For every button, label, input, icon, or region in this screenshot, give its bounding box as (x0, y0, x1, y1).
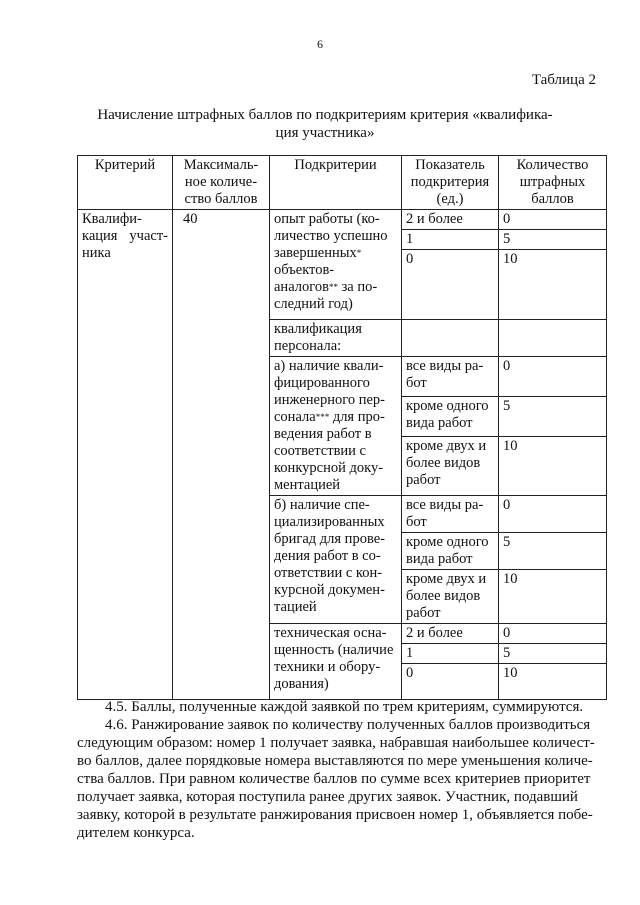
table-label: Таблица 2 (531, 72, 596, 88)
penalty-cell: 5 (499, 397, 607, 437)
indicator-cell: все виды ра- бот (402, 496, 499, 533)
header-subcriteria: Подкритерии (270, 156, 402, 210)
max-points-cell: 40 (173, 210, 270, 700)
indicator-cell: кроме одного вида работ (402, 397, 499, 437)
penalty-cell: 10 (499, 570, 607, 624)
penalty-cell: 10 (499, 664, 607, 700)
subcriterion-equipment: техническая осна- щенность (наличие техники и обору- дования) (270, 624, 402, 700)
indicator-cell: 0 (402, 250, 499, 320)
subcriterion-brigades: б) наличие спе- циализированных бригад для прове- дения работ в со- ответствии с кон- курсной докумен- тацией (270, 496, 402, 624)
paragraph-4-5: 4.5. Баллы, полученные каждой заявкой по трем критериям, суммируются. (105, 699, 584, 715)
header-criterion: Критерий (78, 156, 173, 210)
header-max-points: Максималь- ное количе- ство баллов (173, 156, 270, 210)
page-number: 6 (317, 37, 323, 51)
caption-line: ция участника» (275, 125, 375, 141)
indicator-cell: 1 (402, 644, 499, 664)
indicator-cell (402, 320, 499, 357)
indicator-cell: 1 (402, 230, 499, 250)
penalty-table (77, 155, 607, 700)
header-penalty: Количество штрафных баллов (499, 156, 607, 210)
penalty-cell: 0 (499, 210, 607, 230)
penalty-cell: 5 (499, 644, 607, 664)
table-row (78, 210, 607, 230)
penalty-cell: 5 (499, 230, 607, 250)
penalty-cell: 0 (499, 624, 607, 644)
penalty-cell: 10 (499, 250, 607, 320)
penalty-cell: 10 (499, 437, 607, 496)
subcriterion-engineers: а) наличие квали- фицированного инженерного пер- сонала*** для про- ведения работ в соответствии с конкурсной доку- ментацией (270, 357, 402, 496)
penalty-cell: 0 (499, 357, 607, 397)
subcriterion-staff: квалификация персонала: (270, 320, 402, 357)
subcriterion-experience: опыт работы (ко- личество успешно завершенных* объектов- аналогов** за по- следний год) (270, 210, 402, 320)
indicator-cell: все виды ра- бот (402, 357, 499, 397)
penalty-cell (499, 320, 607, 357)
indicator-cell: кроме двух и более видов работ (402, 570, 499, 624)
indicator-cell: 0 (402, 664, 499, 700)
penalty-cell: 0 (499, 496, 607, 533)
header-indicator: Показатель подкритерия (ед.) (402, 156, 499, 210)
penalty-cell: 5 (499, 533, 607, 570)
caption-line: Начисление штрафных баллов по подкритериям критерия «квалифика- (97, 107, 553, 123)
indicator-cell: 2 и более (402, 210, 499, 230)
indicator-cell: кроме двух и более видов работ (402, 437, 499, 496)
paragraph-4-6: 4.6. Ранжирование заявок по количеству полученных баллов производиться следующим образом: номер 1 получает заявка, набравшая наибольшее количест- во баллов, далее порядковые номера выставляются по мере уменьшения количе- ства баллов. При равном количестве баллов по сумме всех критериев приоритет получает заявка, которая поступила ранее других заявок. Участник, подавший заявку, которой в результате ранжирования присвоен номер 1, объявляется побе- дителем конкурса. (77, 717, 595, 841)
criterion-cell: Квалифи- кация участ- ника (78, 210, 173, 700)
table-caption (90, 106, 560, 142)
indicator-cell: 2 и более (402, 624, 499, 644)
table-header-row (78, 156, 607, 210)
indicator-cell: кроме одного вида работ (402, 533, 499, 570)
